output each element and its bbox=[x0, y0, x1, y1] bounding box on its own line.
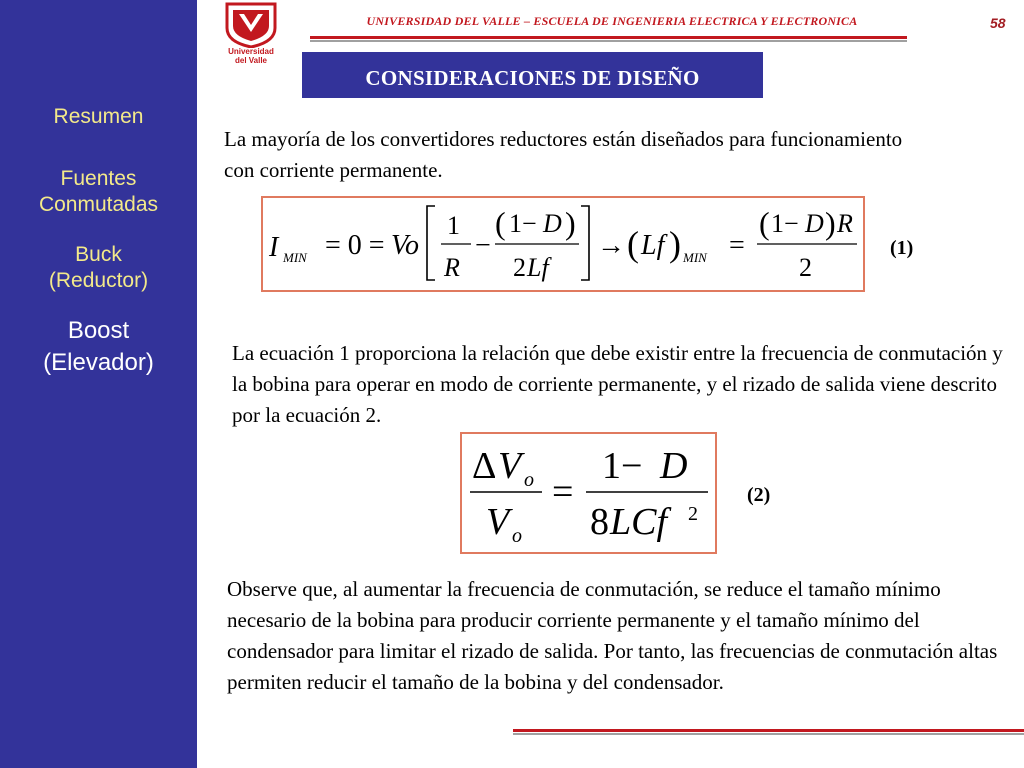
sidebar-item-boost[interactable] bbox=[0, 315, 197, 379]
svg-text:(: ( bbox=[627, 224, 639, 264]
svg-text:Vo: Vo bbox=[391, 230, 419, 261]
page-number: 58 bbox=[990, 15, 1006, 31]
svg-text:Δ: Δ bbox=[472, 445, 497, 487]
sidebar bbox=[0, 0, 197, 768]
paragraph-equation-explanation: La ecuación 1 proporciona la relación que debe existir entre la frecuencia de conmutación y la bobina para operar en modo de corriente permanente, y el rizado de salida viene descrito por la ecuación 2. bbox=[232, 341, 1003, 427]
sidebar-item-label: Fuentes bbox=[60, 167, 137, 190]
equation-1-label: (1) bbox=[890, 237, 914, 259]
svg-text:D: D bbox=[805, 209, 824, 238]
svg-text:R: R bbox=[444, 253, 460, 282]
svg-text:(: ( bbox=[759, 205, 770, 241]
svg-text:1−: 1− bbox=[509, 209, 537, 238]
svg-text:D: D bbox=[660, 445, 688, 487]
university-shield-icon bbox=[225, 2, 277, 48]
university-logo bbox=[225, 2, 277, 68]
svg-text:1: 1 bbox=[447, 211, 460, 240]
sidebar-item-fuentes-conmutadas[interactable] bbox=[0, 166, 197, 218]
sidebar-item-label: Boost bbox=[67, 317, 130, 344]
equation-2 bbox=[460, 432, 717, 554]
sidebar-item-label: Buck bbox=[75, 243, 122, 266]
svg-text:=: = bbox=[729, 230, 745, 261]
svg-text:MIN: MIN bbox=[283, 250, 307, 265]
svg-text:1−: 1− bbox=[771, 209, 799, 238]
equation-1 bbox=[261, 196, 865, 292]
svg-text:V: V bbox=[498, 445, 522, 487]
equation-2-label: (2) bbox=[747, 484, 771, 506]
logo-text: Universidad del Valle bbox=[228, 47, 274, 65]
svg-text:2: 2 bbox=[799, 253, 812, 282]
sidebar-item-label: (Elevador) bbox=[43, 349, 154, 376]
sidebar-item-buck[interactable] bbox=[0, 242, 197, 294]
paragraph-conclusion: Observe que, al aumentar la frecuencia de conmutación, se reduce el tamaño mínimo necesario de la bobina para producir corriente permanente y el tamaño mínimo del condensador para limitar el rizado de salida. Por tanto, las frecuencias de conmutación altas permiten reducir el tamaño de la bobina y del condensador. bbox=[227, 577, 998, 694]
sidebar-item-label: (Reductor) bbox=[48, 269, 149, 292]
sidebar-item-label: Resumen bbox=[53, 105, 144, 128]
header-divider bbox=[310, 36, 907, 39]
svg-text:I: I bbox=[269, 232, 279, 263]
svg-text:): ) bbox=[669, 224, 681, 264]
svg-text:o: o bbox=[524, 469, 534, 491]
svg-text:(: ( bbox=[495, 205, 506, 241]
slide-title: CONSIDERACIONES DE DISEÑO bbox=[302, 52, 763, 98]
svg-text:2: 2 bbox=[513, 253, 526, 282]
svg-text:MIN: MIN bbox=[683, 250, 707, 265]
svg-text:LCf: LCf bbox=[610, 501, 668, 543]
svg-text:→: → bbox=[597, 230, 625, 261]
svg-text:D: D bbox=[543, 209, 562, 238]
svg-text:): ) bbox=[825, 205, 836, 241]
footer-divider bbox=[513, 729, 1024, 732]
svg-text:= 0 =: = 0 = bbox=[325, 230, 385, 261]
svg-text:−: − bbox=[475, 230, 491, 261]
svg-text:2: 2 bbox=[688, 503, 698, 525]
header-divider-shadow bbox=[310, 40, 907, 42]
sidebar-item-label: Conmutadas bbox=[38, 193, 159, 216]
svg-text:): ) bbox=[565, 205, 576, 241]
svg-text:8: 8 bbox=[590, 501, 609, 543]
svg-text:1−: 1− bbox=[602, 445, 643, 487]
svg-text:Lf: Lf bbox=[641, 230, 665, 261]
svg-text:o: o bbox=[512, 525, 522, 547]
sidebar-item-resumen[interactable] bbox=[0, 104, 197, 130]
header-university-line: UNIVERSIDAD DEL VALLE – ESCUELA DE INGENIERIA ELECTRICA Y ELECTRONICA bbox=[366, 14, 858, 28]
footer-divider-shadow bbox=[513, 733, 1024, 735]
paragraph-intro: La mayoría de los convertidores reductores están diseñados para funcionamiento con corriente permanente. bbox=[224, 127, 903, 182]
svg-text:R: R bbox=[837, 209, 853, 238]
svg-text:V: V bbox=[486, 501, 510, 543]
svg-text:=: = bbox=[552, 471, 574, 513]
svg-text:Lf: Lf bbox=[527, 253, 549, 282]
